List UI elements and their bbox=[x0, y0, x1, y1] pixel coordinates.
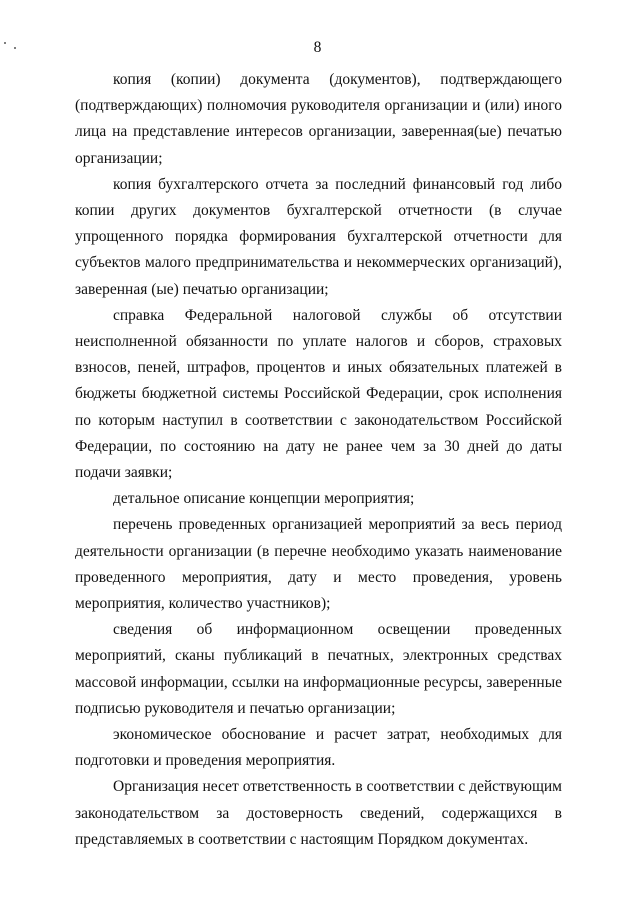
paragraph-economic-justification: экономическое обоснование и расчет затрат, необходимых для подготовки и проведения мероприятия. bbox=[75, 726, 562, 770]
paragraph-tax-certificate: справка Федеральной налоговой службы об отсутствии неисполненной обязанности по уплате налогов и сборов, страховых взносов, пеней, штрафов, процентов и иных обязательных платежей в бюджеты бюджетной системы Российской Федерации, срок исполнения по которым наступил в соответствии с законодательством Российской Федерации, по состоянию на дату не ранее чем за 30 дней до даты подачи заявки; bbox=[75, 306, 562, 482]
paragraph-event-concept: детальное описание концепции мероприятия; bbox=[113, 490, 415, 508]
paragraph-past-events-list: перечень проведенных организацией мероприятий за весь период деятельности организации (в перечне необходимо указать наименование проведенного мероприятия, дату и место проведения, уровень мероприятия, количество участников); bbox=[75, 516, 562, 613]
paragraph-responsibility: Организация несет ответственность в соответствии с действующим законодательством за достоверность сведений, содержащихся в представляемых в соответствии с настоящим Порядком документах. bbox=[75, 778, 562, 848]
paragraph-accounting-report: копия бухгалтерского отчета за последний финансовый год либо копии других документов бухгалтерской отчетности (в случае упрощенного порядка формирования бухгалтерской отчетности для субъектов малого предпринимательства и некоммерческих организаций), заверенная (ые) печатью организации; bbox=[75, 175, 562, 298]
document-body bbox=[75, 67, 562, 853]
paragraph-media-coverage: сведения об информационном освещении проведенных мероприятий, сканы публикаций в печатных, электронных средствах массовой информации, ссылки на информационные ресурсы, заверенные подписью руководителя и печатью организации; bbox=[75, 621, 562, 717]
page-number: 8 bbox=[313, 39, 322, 56]
paragraph-founding-document-copy: копия (копии) документа (документов), подтверждающего (подтверждающих) полномочия руководителя организации и (или) иного лица на представление интересов организации, заверенная(ые) печатью организации; bbox=[75, 71, 562, 167]
